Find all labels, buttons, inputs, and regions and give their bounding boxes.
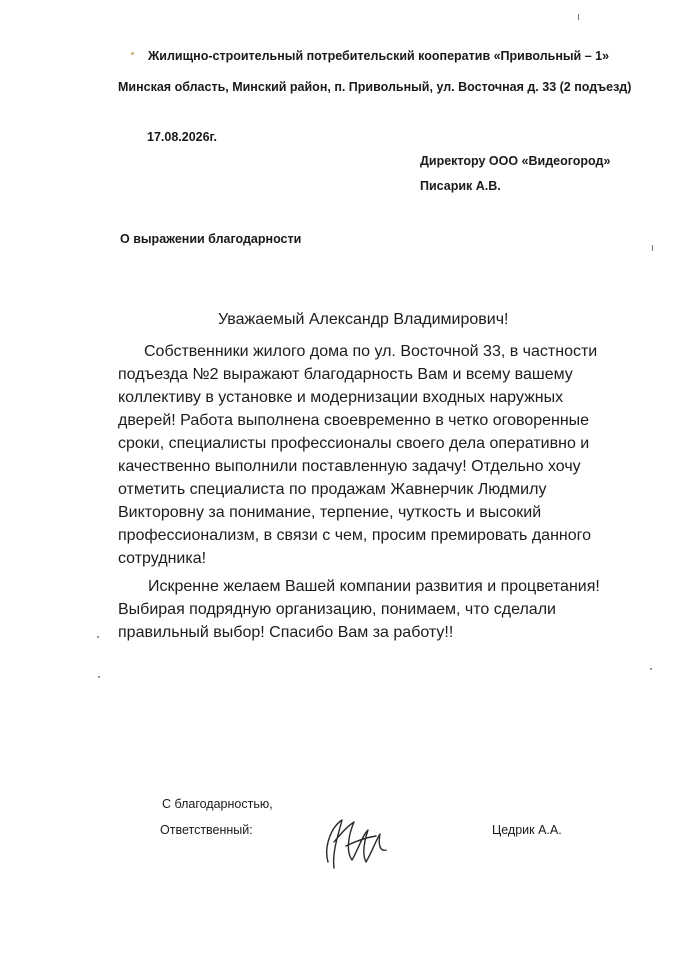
paragraph-line: отметить специалиста по продажам Жавнерчик Людмилу bbox=[118, 481, 547, 498]
recipient-name: Писарик А.В. bbox=[420, 179, 501, 193]
handwritten-signature bbox=[318, 812, 390, 874]
org-name: Жилищно-строительный потребительский кооператив «Привольный – 1» bbox=[148, 49, 610, 63]
body-paragraph-2 bbox=[118, 575, 618, 644]
org-address: Минская область, Минский район, п. Привольный, ул. Восточная д. 33 (2 подъезд) bbox=[118, 80, 632, 94]
paragraph-line: правильный выбор! Спасибо Вам за работу!! bbox=[118, 624, 454, 641]
signer-name: Цедрик А.А. bbox=[492, 823, 562, 837]
paragraph-line: Искренне желаем Вашей компании развития и процветания! bbox=[148, 578, 600, 595]
paragraph-line: сотрудника! bbox=[118, 550, 207, 567]
paragraph-line: коллективу в установке и модернизации входных наружных bbox=[118, 389, 564, 406]
body-paragraph-1 bbox=[118, 340, 618, 570]
paragraph-line: дверей! Работа выполнена своевременно в четко оговоренные bbox=[118, 412, 590, 429]
scan-speck bbox=[652, 245, 653, 251]
closing-regards: С благодарностью, bbox=[162, 797, 273, 811]
scan-speck bbox=[98, 676, 100, 678]
salutation: Уважаемый Александр Владимирович! bbox=[218, 311, 509, 328]
scan-speck bbox=[131, 52, 134, 55]
paragraph-line: Собственники жилого дома по ул. Восточной 33, в частности bbox=[144, 343, 598, 360]
paragraph-line: сроки, специалисты профессионалы своего дела оперативно и bbox=[118, 435, 590, 452]
letter-subject: О выражении благодарности bbox=[120, 232, 302, 246]
scan-speck bbox=[650, 668, 652, 670]
paragraph-line: подъезда №2 выражают благодарность Вам и всему вашему bbox=[118, 366, 573, 383]
paragraph-line: Викторовну за понимание, терпение, чуткость и высокий bbox=[118, 504, 542, 521]
paragraph-line: качественно выполнили поставленную задачу! Отдельно хочу bbox=[118, 458, 581, 475]
paragraph-line: Выбирая подрядную организацию, понимаем, что сделали bbox=[118, 601, 556, 618]
responsible-label: Ответственный: bbox=[160, 823, 253, 837]
letter-date: 17.08.2026г. bbox=[147, 130, 217, 144]
paragraph-line: профессионализм, в связи с чем, просим премировать данного bbox=[118, 527, 592, 544]
recipient-title: Директору ООО «Видеогород» bbox=[420, 154, 611, 168]
scan-speck bbox=[578, 14, 579, 20]
scan-speck bbox=[97, 636, 99, 638]
